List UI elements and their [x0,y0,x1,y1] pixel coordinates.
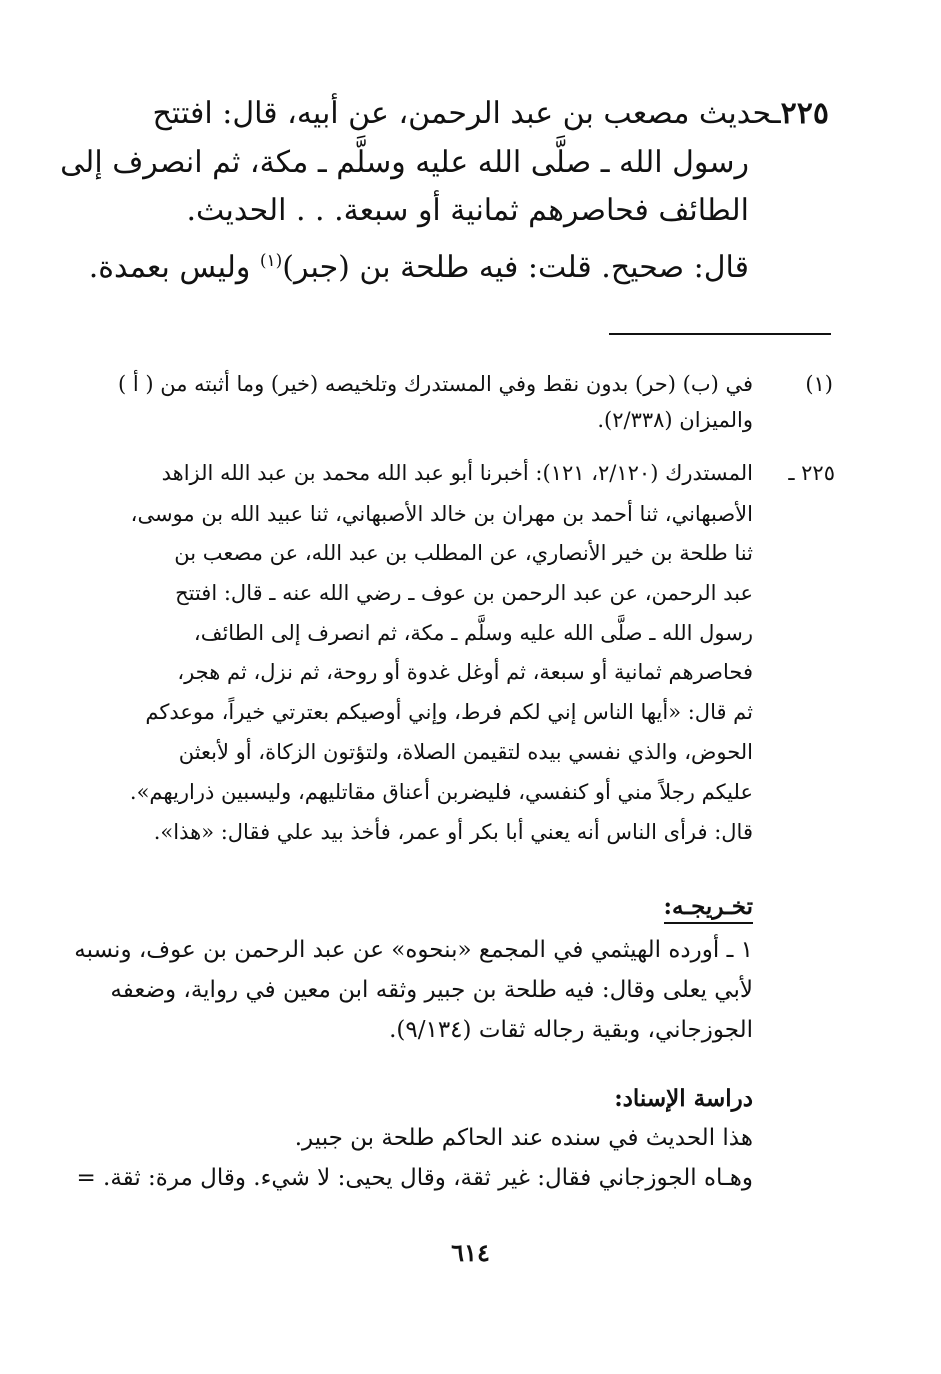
isnad-line-2: وهـاه الجوزجاني فقال: غير ثقة، وقال يحيى: لا شيء. وقال مرة: ثقة. = [76,1165,753,1191]
commentary-line-8: الحوض، والذي نفسي بيده لتقيمن الصلاة، ولتؤتون الزكاة، أو لأبعثن [178,740,753,764]
commentary-line-10: قال: فرأى الناس أنه يعني أبا بكر أو عمر، فأخذ بيد علي فقال: «هذا». [153,820,753,844]
takhrij-line-2: لأبي يعلى وقال: فيه طلحة بن جبير وثقه ابن معين في رواية، وضعفه [110,977,753,1003]
entry-verdict [89,250,749,285]
entry-number: ٢٢٥ [780,96,829,131]
verdict-text-end: وليس بعمدة. [88,250,260,285]
commentary-line-5: رسول الله ـ صلَّى الله عليه وسلَّم ـ مكة، ثم انصرف إلى الطائف، [193,621,753,645]
commentary-number: ٢٢٥ ـ [788,461,835,485]
commentary-line-7: ثم قال: «أيها الناس إني لكم فرط، وإني أوصيكم بعترتي خيراً، موعدكم [145,700,753,724]
footnote-marker: (١) [259,251,283,271]
main-entry-line-1 [153,96,829,131]
isnad-line-1: هذا الحديث في سنده عند الحاكم طلحة بن جبير. [294,1125,753,1151]
commentary-line-1: المستدرك (٢/١٢٠، ١٢١): أخبرنا أبو عبد الله محمد بن عبد الله الزاهد [161,461,753,485]
takhrij-line-3: الجوزجاني، وبقية رجاله ثقات (٩/١٣٤). [389,1017,753,1043]
footnote-separator [609,333,831,335]
footnote-number: (١) [805,372,833,396]
entry-text-line-2: رسول الله ـ صلَّى الله عليه وسلَّم ـ مكة، ثم انصرف إلى [60,145,749,180]
commentary-line-6: فحاصرهم ثمانية أو سبعة، ثم أوغل غدوة أو روحة، ثم نزل، ثم هجر، [177,660,753,684]
takhrij-line-1: ١ ـ أورده الهيثمي في المجمع «بنحوه» عن عبد الرحمن بن عوف، ونسبه [74,937,753,963]
verdict-text: قال: صحيح. قلت: فيه طلحة بن (جبر) [282,250,749,285]
entry-dash: ـ [771,96,781,131]
commentary-line-2: الأصبهاني، ثنا أحمد بن مهران بن خالد الأصبهاني، ثنا عبيد الله بن موسى، [130,502,753,526]
commentary-line-9: عليكم رجلاً مني أو كنفسي، فليضربن أعناق مقاتليهم، وليسبين ذراريهم». [129,780,753,804]
takhrij-heading [664,893,753,920]
page-number: ٦١٤ [451,1238,490,1267]
commentary-line-4: عبد الرحمن، عن عبد الرحمن بن عوف ـ رضي الله عنه ـ قال: افتتح [175,581,753,605]
entry-text-line-3: الطائف فحاصرهم ثمانية أو سبعة. . . الحديث. [186,193,749,228]
entry-text-line-1: حديث مصعب بن عبد الرحمن، عن أبيه، قال: افتتح [152,96,772,131]
commentary-line-3: ثنا طلحة بن خير الأنصاري، عن المطلب بن عبد الله، عن مصعب بن [174,541,753,565]
takhrij-heading-text: تخـريجـه: [664,893,753,924]
isnad-heading: دراسة الإسناد: [614,1085,753,1112]
footnote-line-1: في (ب) (حر) بدون نقط وفي المستدرك وتلخيصه (خير) وما أثبته من ( أ ) [118,372,753,396]
footnote-line-2: والميزان (٢/٣٣٨). [597,408,753,432]
